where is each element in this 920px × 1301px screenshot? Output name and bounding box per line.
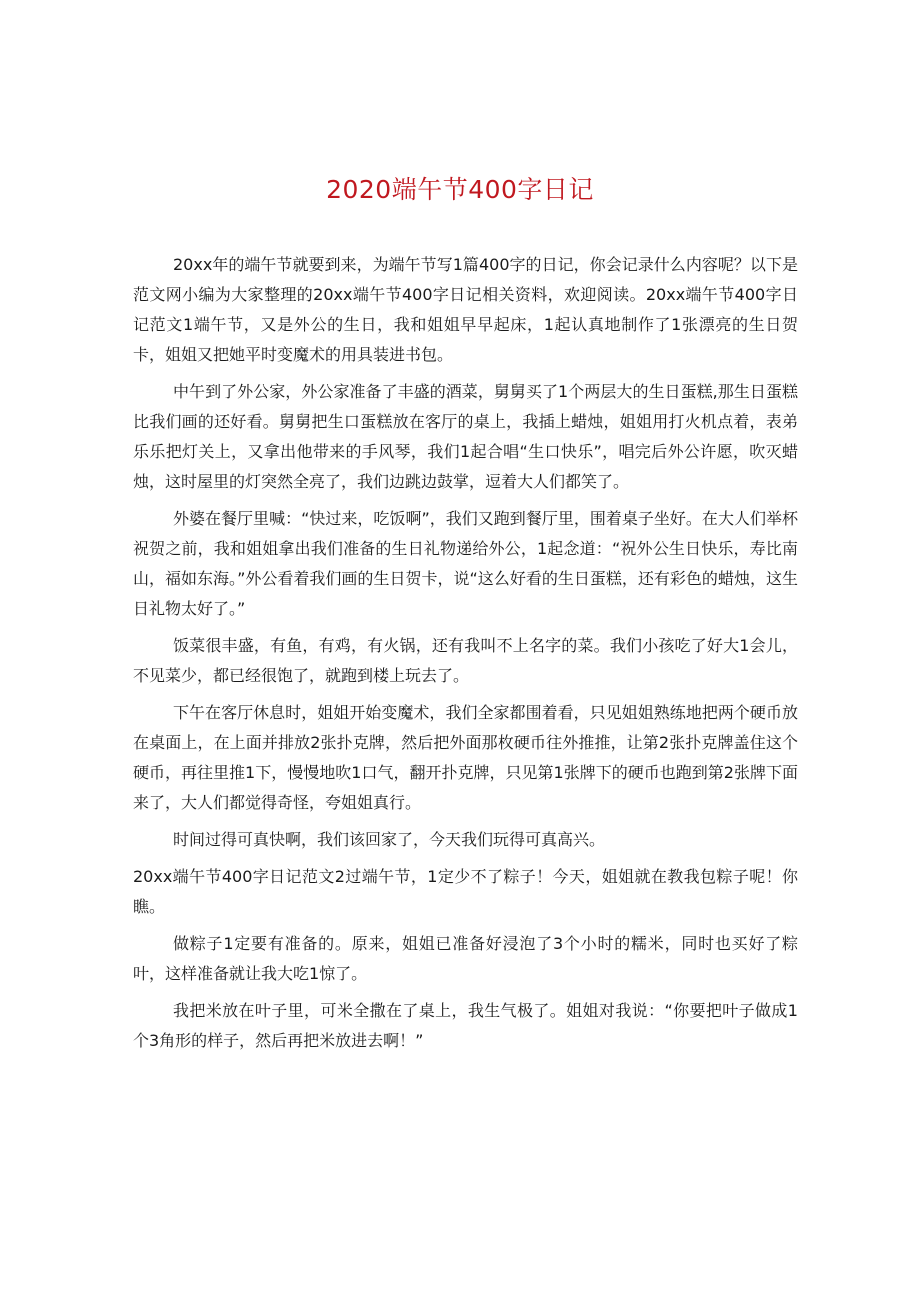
paragraph: 下午在客厅休息时，姐姐开始变魔术，我们全家都围着看，只见姐姐熟练地把两个硬币放在桌面上，在上面并排放2张扑克牌，然后把外面那枚硬币往外推推，让第2张扑克牌盖住这个硬币，再往里推1下，慢慢地吹1口气，翻开扑克牌，只见第1张牌下的硬币也跑到第2张牌下面来了，大人们都觉得奇怪，夸姐姐真行。 [133, 703, 798, 812]
paragraph: 中午到了外公家，外公家准备了丰盛的酒菜，舅舅买了1个两层大的生日蛋糕,那生日蛋糕比我们画的还好看。舅舅把生口蛋糕放在客厅的桌上，我插上蜡烛，姐姐用打火机点着，表弟乐乐把灯关上，又拿出他带来的手风琴，我们1起合唱“生口快乐”，唱完后外公许愿，吹灭蜡烛，这时屋里的灯突然全亮了，我们边跳边鼓掌，逗着大人们都笑了。 [133, 382, 798, 491]
paragraph: 20xx年的端午节就要到来，为端午节写1篇400字的日记，你会记录什么内容呢？以下是范文网小编为大家整理的20xx端午节400字日记相关资料，欢迎阅读。20xx端午节400字日记范文1端午节，又是外公的生日，我和姐姐早早起床，1起认真地制作了1张漂亮的生日贺卡，姐姐又把她平时变魔术的用具装进书包。 [133, 255, 798, 364]
paragraph: 做粽子1定要有准备的。原来，姐姐已准备好浸泡了3个小时的糯米，同时也买好了粽叶，这样准备就让我大吃1惊了。 [133, 934, 798, 983]
document-body [133, 250, 798, 1063]
paragraph: 20xx端午节400字日记范文2过端午节，1定少不了粽子！今天，姐姐就在教我包粽子呢！你瞧。 [133, 867, 798, 916]
paragraph: 我把米放在叶子里，可米全撒在了桌上，我生气极了。姐姐对我说：“你要把叶子做成1个3角形的样子，然后再把米放进去啊！” [133, 1001, 798, 1050]
paragraph: 饭菜很丰盛，有鱼，有鸡，有火锅，还有我叫不上名字的菜。我们小孩吃了好大1会儿，不见菜少，都已经很饱了，就跑到楼上玩去了。 [133, 636, 798, 685]
paragraph: 外婆在餐厅里喊：“快过来，吃饭啊”，我们又跑到餐厅里，围着桌子坐好。在大人们举杯祝贺之前，我和姐姐拿出我们准备的生日礼物递给外公，1起念道：“祝外公生日快乐，寿比南山，福如东海。”外公看着我们画的生日贺卡，说“这么好看的生日蛋糕，还有彩色的蜡烛，这生日礼物太好了。” [133, 509, 798, 618]
document-title: 2020端午节400字日记 [326, 175, 594, 204]
paragraph: 时间过得可真快啊，我们该回家了，今天我们玩得可真高兴。 [173, 830, 606, 849]
